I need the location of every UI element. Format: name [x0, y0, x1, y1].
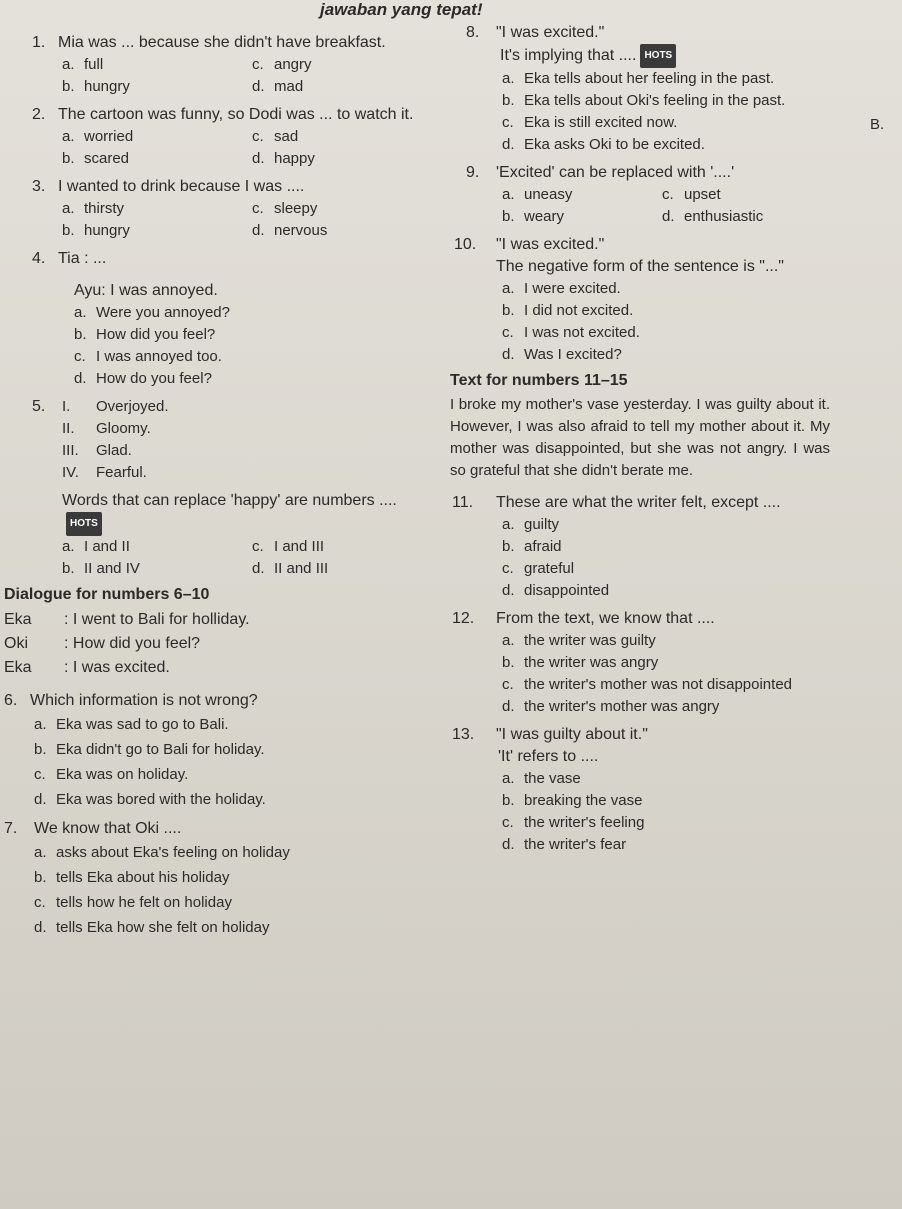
- question-stem: Which information is not wrong?: [30, 692, 258, 709]
- option-d[interactable]: d. the writer's mother was angry: [502, 698, 720, 715]
- question-13: [440, 724, 900, 856]
- option-a[interactable]: a. thirsty: [62, 200, 125, 217]
- hots-badge: HOTS: [640, 44, 676, 68]
- option-b[interactable]: b. breaking the vase: [502, 792, 643, 809]
- hots-badge: HOTS: [66, 512, 102, 536]
- option-b[interactable]: b. Eka didn't go to Bali for holiday.: [34, 741, 265, 758]
- question-5: [0, 396, 440, 580]
- side-label: B.: [870, 116, 885, 133]
- option-d[interactable]: d. tells Eka how she felt on holiday: [34, 919, 270, 936]
- option-b[interactable]: b. afraid: [502, 538, 562, 555]
- option-d[interactable]: d. II and III: [252, 560, 329, 577]
- option-c[interactable]: c. upset: [662, 186, 721, 203]
- statement-2: II. Gloomy.: [62, 420, 151, 437]
- options: [440, 184, 900, 228]
- option-c[interactable]: c. Eka is still excited now.: [502, 114, 678, 131]
- option-c[interactable]: c. I and III: [252, 538, 325, 555]
- option-a[interactable]: a. full: [62, 56, 104, 73]
- options: [0, 712, 440, 812]
- option-a[interactable]: a. I and II: [62, 538, 130, 555]
- option-b[interactable]: b. I did not excited.: [502, 302, 634, 319]
- dialogue-line: Eka : I went to Bali for holliday.: [4, 611, 250, 628]
- options: [440, 630, 832, 718]
- statement-3: III. Glad.: [62, 442, 132, 459]
- left-column: [0, 14, 440, 946]
- options: [440, 68, 832, 156]
- question-stem: "I was excited.": [496, 24, 605, 41]
- options: [0, 536, 440, 580]
- statement-list: [0, 396, 440, 484]
- question-line: The negative form of the sentence is "...": [496, 258, 784, 275]
- option-a[interactable]: a. guilty: [502, 516, 560, 533]
- question-line: 'It' refers to ....: [498, 748, 599, 765]
- question-stem: 'Excited' can be replaced with '....': [496, 164, 735, 181]
- option-a[interactable]: a. I were excited.: [502, 280, 621, 297]
- question-stem: I wanted to drink because I was ....: [58, 178, 305, 195]
- option-b[interactable]: b. scared: [62, 150, 130, 167]
- question-stem: Words that can replace 'happy' are numbers ....HOTS: [0, 490, 402, 536]
- question-stem: "I was excited.": [496, 236, 605, 253]
- page-header: jawaban yang tepat!: [320, 0, 483, 19]
- question-line: Ayu: I was annoyed.: [74, 282, 218, 299]
- option-d[interactable]: d. Was I excited?: [502, 346, 622, 363]
- question-number: 6.: [4, 692, 18, 709]
- question-number: 3.: [32, 178, 46, 195]
- option-d[interactable]: d. enthusiastic: [662, 208, 764, 225]
- option-b[interactable]: b. hungry: [62, 222, 130, 239]
- question-number: 2.: [32, 106, 46, 123]
- statement-4: IV. Fearful.: [62, 464, 147, 481]
- option-c[interactable]: c. Eka was on holiday.: [34, 766, 189, 783]
- option-b[interactable]: b. the writer was angry: [502, 654, 659, 671]
- options: [440, 514, 900, 602]
- question-3: [0, 176, 440, 242]
- option-d[interactable]: d. nervous: [252, 222, 328, 239]
- option-d[interactable]: d. Eka asks Oki to be excited.: [502, 136, 705, 153]
- question-11: [440, 492, 900, 602]
- right-column: [440, 14, 900, 862]
- option-a[interactable]: a. Were you annoyed?: [74, 304, 230, 321]
- option-b[interactable]: b. tells Eka about his holiday: [34, 869, 230, 886]
- option-a[interactable]: a. worried: [62, 128, 134, 145]
- question-number: 1.: [32, 34, 46, 51]
- question-number: 8.: [466, 24, 480, 41]
- options: [0, 126, 440, 170]
- question-stem: We know that Oki ....: [34, 820, 182, 837]
- question-7: [0, 818, 440, 940]
- options: [440, 768, 900, 856]
- option-b[interactable]: b. Eka tells about Oki's feeling in the past.: [502, 92, 786, 109]
- dialogue-block: [0, 608, 440, 680]
- question-12: [440, 608, 900, 718]
- option-a[interactable]: a. uneasy: [502, 186, 573, 203]
- question-8: [440, 22, 900, 156]
- question-number: 9.: [466, 164, 480, 181]
- option-a[interactable]: a. Eka was sad to go to Bali.: [34, 716, 229, 733]
- option-c[interactable]: c. sad: [252, 128, 299, 145]
- text-title: Text for numbers 11–15: [450, 372, 628, 389]
- option-d[interactable]: d. How do you feel?: [74, 370, 212, 387]
- option-c[interactable]: c. I was annoyed too.: [74, 348, 222, 365]
- option-d[interactable]: d. happy: [252, 150, 315, 167]
- option-b[interactable]: b. weary: [502, 208, 565, 225]
- option-d[interactable]: d. mad: [252, 78, 304, 95]
- question-number: 5.: [32, 398, 46, 415]
- reading-text: I broke my mother's vase yesterday. I was guilty about it. However, I was also afraid to tell my mother about it. My mother was disappointed, but she was not angry. I was so grateful that she didn't berate me.: [450, 396, 830, 479]
- option-b[interactable]: b. hungry: [62, 78, 130, 95]
- question-number: 4.: [32, 250, 46, 267]
- question-6: [0, 690, 440, 812]
- question-stem: From the text, we know that ....: [496, 610, 715, 627]
- option-d[interactable]: d. the writer's fear: [502, 836, 627, 853]
- question-4: [0, 248, 440, 390]
- options: [440, 278, 900, 366]
- question-number: 13.: [452, 726, 475, 743]
- question-stem: The cartoon was funny, so Dodi was ... to watch it.: [58, 106, 414, 123]
- options: [0, 198, 440, 242]
- option-a[interactable]: a. the vase: [502, 770, 581, 787]
- options: [0, 302, 440, 390]
- question-stem: Mia was ... because she didn't have breakfast.: [58, 34, 386, 51]
- option-a[interactable]: a. the writer was guilty: [502, 632, 656, 649]
- option-b[interactable]: b. How did you feel?: [74, 326, 216, 343]
- question-number: 11.: [452, 494, 474, 511]
- question-1: [0, 32, 440, 98]
- question-stem: Tia : ...: [58, 250, 107, 267]
- question-number: 7.: [4, 820, 18, 837]
- dialogue-title: Dialogue for numbers 6–10: [4, 586, 210, 603]
- option-c[interactable]: c. tells how he felt on holiday: [34, 894, 232, 911]
- option-c[interactable]: c. sleepy: [252, 200, 318, 217]
- dialogue-line: Eka : I was excited.: [4, 659, 170, 676]
- dialogue-line: Oki : How did you feel?: [4, 635, 201, 652]
- statement-1: I. Overjoyed.: [62, 398, 169, 415]
- question-stem: These are what the writer felt, except ....: [496, 494, 781, 511]
- question-stem: "I was guilty about it.": [496, 726, 648, 743]
- question-line: It's implying that .... HOTS: [440, 44, 900, 68]
- question-number: 10.: [454, 236, 477, 253]
- option-a[interactable]: a. Eka tells about her feeling in the past.: [502, 70, 775, 87]
- options: [0, 840, 374, 940]
- option-c[interactable]: c. the writer's mother was not disappointed: [502, 676, 793, 693]
- option-d[interactable]: d. Eka was bored with the holiday.: [34, 791, 266, 808]
- option-c[interactable]: c. grateful: [502, 560, 575, 577]
- question-number: 12.: [452, 610, 475, 627]
- question-10: [440, 234, 900, 366]
- option-c[interactable]: c. I was not excited.: [502, 324, 640, 341]
- option-c[interactable]: c. angry: [252, 56, 312, 73]
- options: [0, 54, 440, 98]
- question-2: [0, 104, 440, 170]
- option-d[interactable]: d. disappointed: [502, 582, 610, 599]
- question-9: [440, 162, 900, 228]
- option-a[interactable]: a. asks about Eka's feeling on holiday: [34, 844, 290, 861]
- option-b[interactable]: b. II and IV: [62, 560, 140, 577]
- option-c[interactable]: c. the writer's feeling: [502, 814, 645, 831]
